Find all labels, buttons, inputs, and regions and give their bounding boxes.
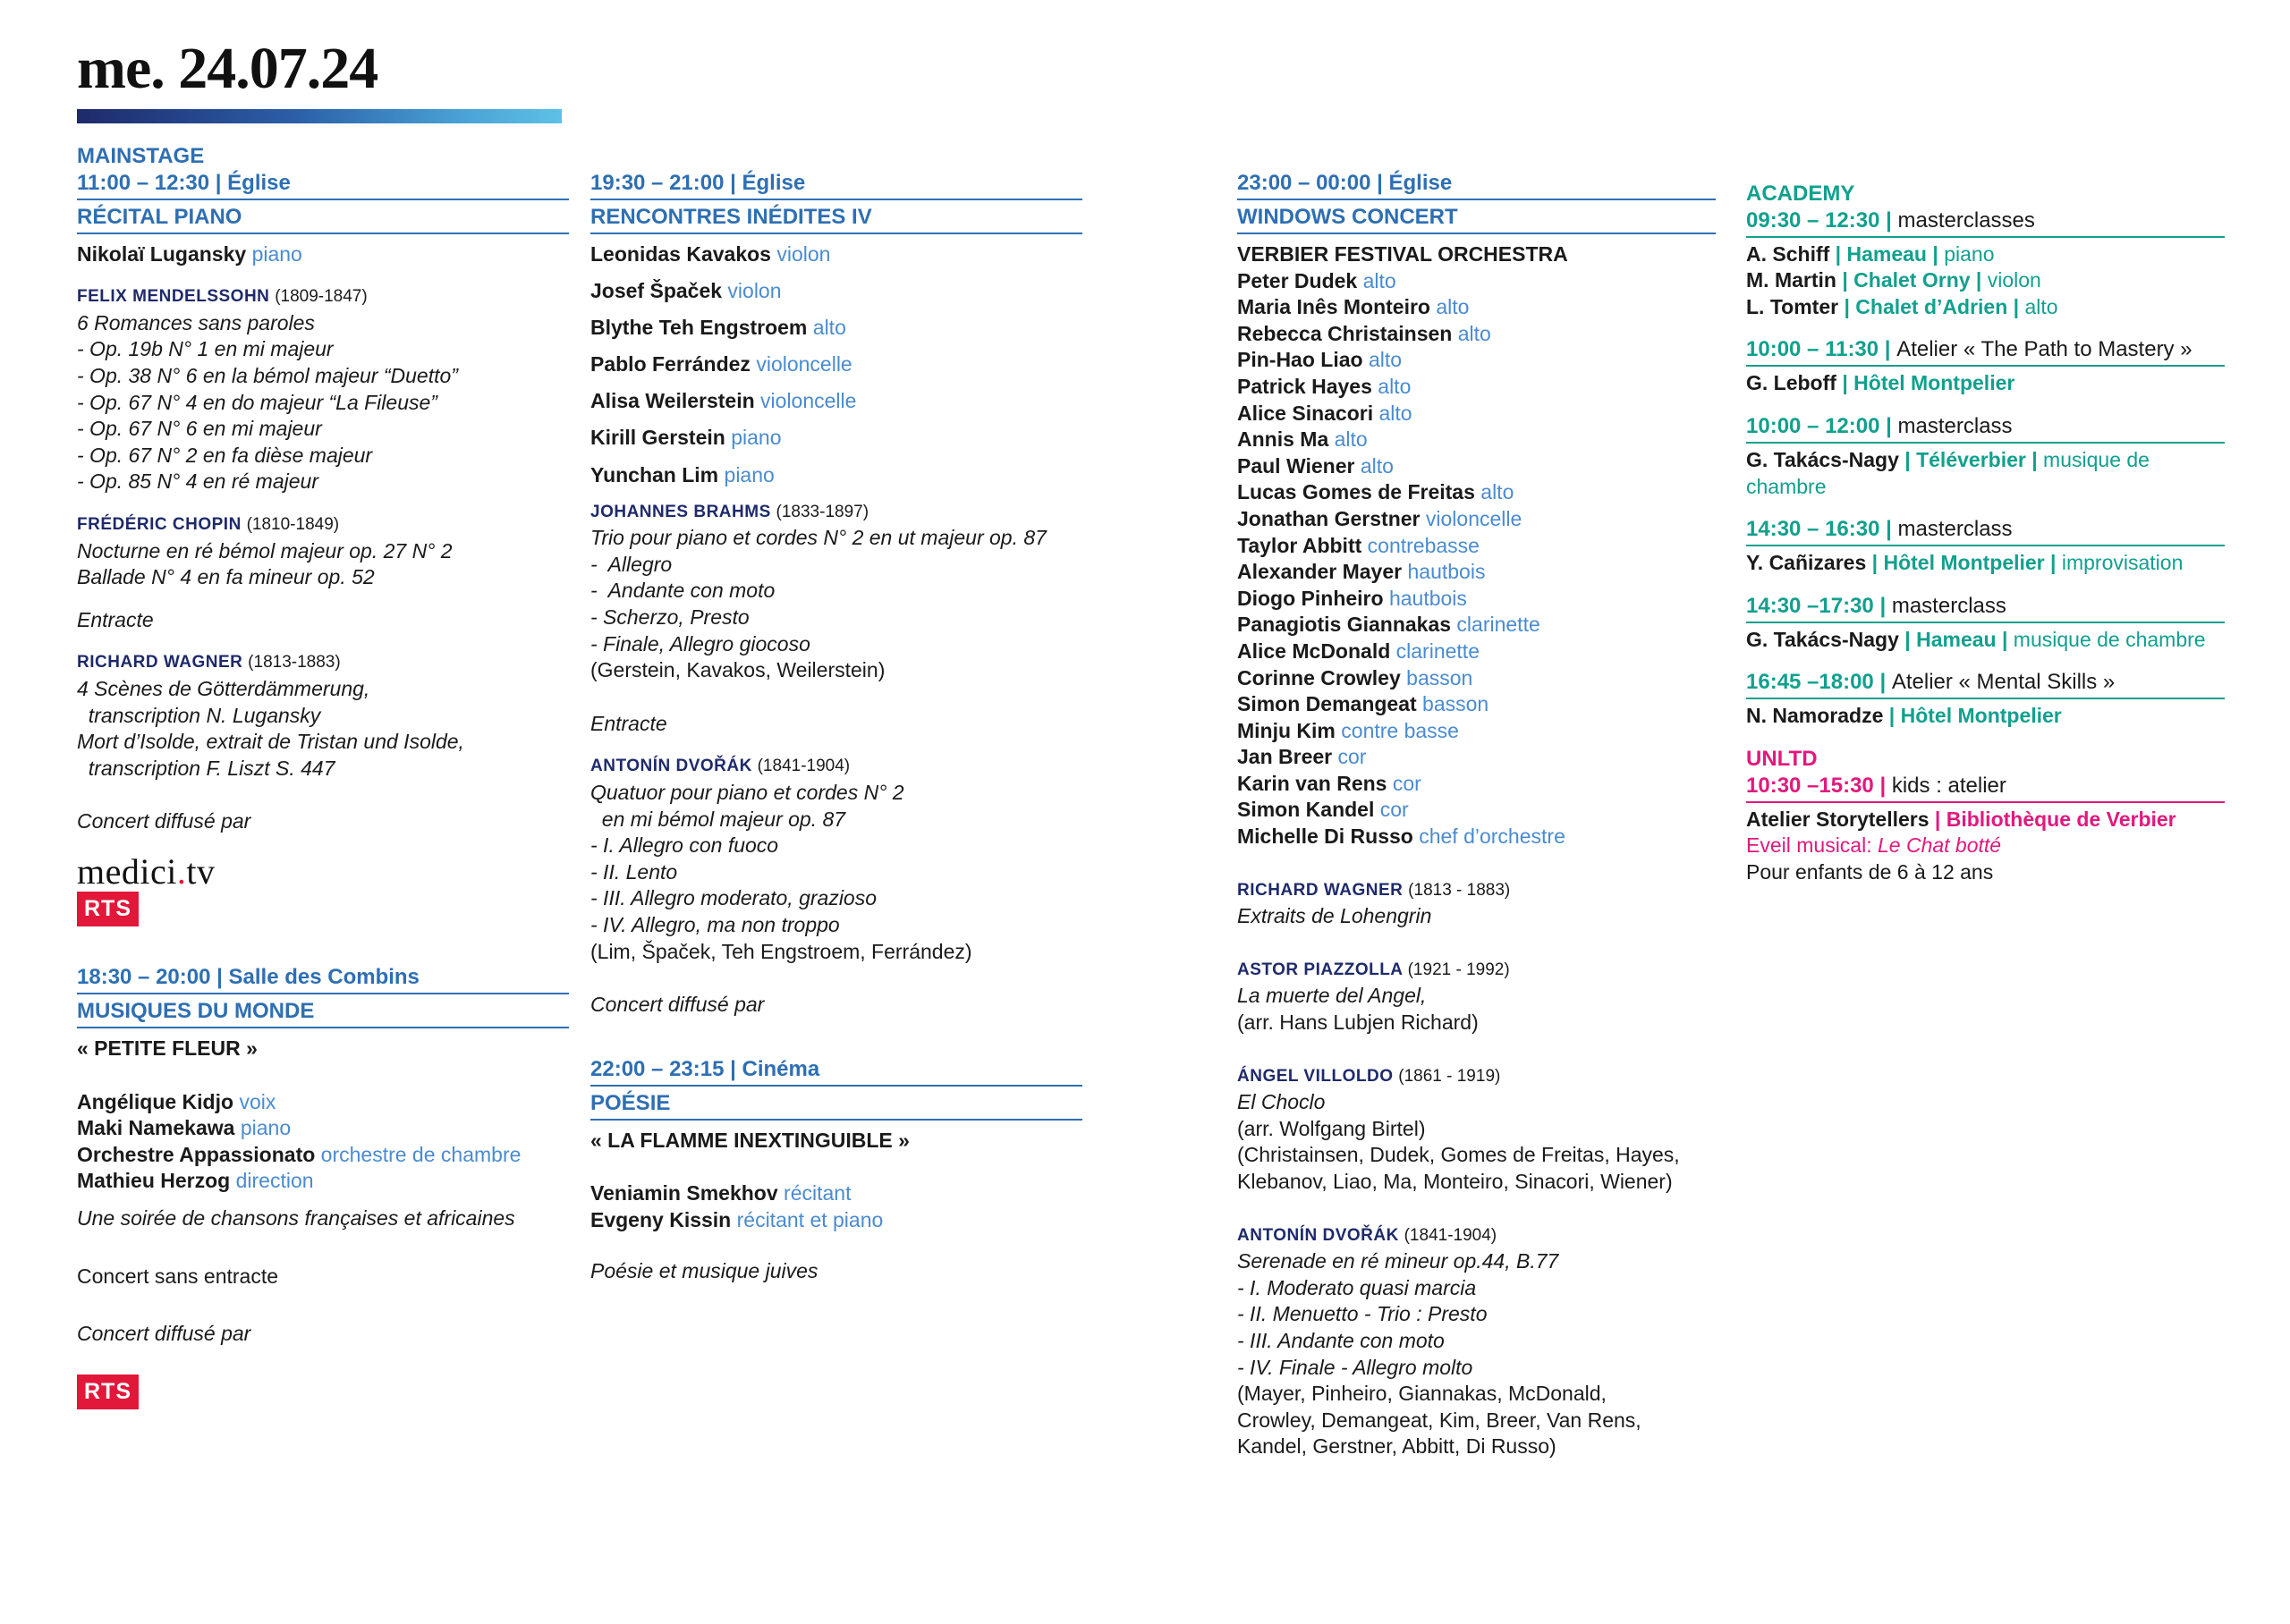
performer	[1237, 612, 1716, 639]
composer: RICHARD WAGNER (1813 - 1883)	[1237, 880, 1511, 900]
column-academy	[1746, 181, 2225, 885]
players	[1237, 1381, 1716, 1460]
academy-row	[1746, 550, 2225, 577]
work-line: - Finale, Allegro giocoso	[590, 631, 810, 656]
composer: RICHARD WAGNER (1813-1883)	[77, 653, 341, 672]
work-line: La muerte del Angel,	[1237, 984, 1427, 1008]
event-time: 10:30 –15:30 | kids : atelier	[1746, 773, 2225, 803]
time-range: 14:30 – 16:30 |	[1746, 517, 1892, 542]
academy-row	[1746, 703, 2225, 730]
performer-name: Michelle Di Russo	[1237, 825, 1413, 849]
event-title: WINDOWS CONCERT	[1237, 200, 1716, 234]
performer	[77, 1089, 569, 1116]
performer	[77, 1142, 569, 1169]
broadcast-note: Concert diffusé par	[77, 1322, 251, 1346]
performer-instrument: récitant	[784, 1180, 852, 1205]
work-list	[1237, 1248, 1716, 1381]
performer-name: Peter Dudek	[1237, 268, 1358, 292]
performer-instrument: cor	[1379, 798, 1409, 822]
performer	[1237, 453, 1716, 480]
performer	[1237, 797, 1716, 824]
time-range: 16:45 –18:00 |	[1746, 670, 1887, 695]
performer	[1237, 533, 1716, 560]
discipline: alto	[2024, 294, 2058, 318]
composer: FELIX MENDELSSOHN (1809-1847)	[77, 287, 368, 307]
performer-instrument: alto	[1480, 480, 1514, 504]
performer-name: Veniamin Smekhov	[590, 1180, 778, 1205]
performer-name: Lucas Gomes de Freitas	[1237, 480, 1475, 504]
academy-row	[1746, 627, 2225, 654]
performer-instrument: violon	[727, 279, 782, 303]
performer-name: Evgeny Kissin	[590, 1207, 732, 1231]
performer-name: Leonidas Kavakos	[590, 242, 771, 266]
venue: | Hameau |	[1904, 627, 2008, 651]
performer-name: Patrick Hayes	[1237, 374, 1372, 398]
performer-name: Paul Wiener	[1237, 453, 1355, 478]
discipline: improvisation	[2061, 551, 2184, 575]
performer-name: Alisa Weilerstein	[590, 389, 755, 413]
performer-name: Alexander Mayer	[1237, 560, 1403, 584]
venue: | Hameau |	[1835, 241, 1938, 266]
work-line: Extraits de Lohengrin	[1237, 904, 1432, 928]
entracte: Entracte	[590, 711, 667, 735]
players: (Gerstein, Kavakos, Weilerstein)	[590, 658, 886, 682]
performer-instrument: alto	[1334, 427, 1368, 452]
performer-instrument: cor	[1337, 745, 1367, 769]
teacher-name: G. Takács-Nagy	[1746, 447, 1899, 471]
performer-instrument: alto	[1378, 374, 1412, 398]
work-line: El Choclo	[1237, 1090, 1326, 1114]
work-line: (Christainsen, Dudek, Gomes de Freitas, Hayes,	[1237, 1143, 1680, 1167]
players: (Lim, Špaček, Teh Engstroem, Ferrández)	[590, 939, 972, 963]
event-subtitle: « LA FLAMME INEXTINGUIBLE »	[590, 1128, 910, 1152]
composer: ANTONÍN DVOŘÁK (1841-1904)	[1237, 1225, 1497, 1245]
academy-event	[1746, 593, 2225, 654]
work-line: Nocturne en ré bémol majeur op. 27 N° 2	[77, 538, 453, 562]
performer-instrument: piano	[240, 1116, 292, 1140]
academy-event	[1746, 669, 2225, 730]
performer	[77, 1115, 569, 1142]
performer	[1237, 718, 1716, 745]
unltd-label: UNLTD	[1746, 746, 1818, 771]
event-time	[1746, 593, 2225, 623]
event-time	[1746, 207, 2225, 238]
performer-instrument: récitant et piano	[736, 1207, 884, 1231]
medici-tv-logo: medici.tv	[77, 850, 216, 892]
performer	[77, 1168, 569, 1195]
work-line: Trio pour piano et cordes N° 2 en ut majeur op. 87	[590, 526, 1047, 550]
performer	[1237, 427, 1716, 453]
performer-instrument: alto	[1360, 453, 1394, 478]
event-title: RÉCITAL PIANO	[77, 200, 569, 234]
composer: FRÉDÉRIC CHOPIN (1810-1849)	[77, 514, 340, 534]
performer	[1237, 665, 1716, 692]
performer-instrument: chef d’orchestre	[1419, 825, 1565, 849]
work-line: en mi bémol majeur op. 87	[590, 807, 846, 831]
performer-name: Maria Inês Monteiro	[1237, 295, 1430, 319]
work-line: Kandel, Gerstner, Abbitt, Di Russo)	[1237, 1434, 1556, 1459]
performer	[1237, 771, 1716, 798]
rts-logo: RTS	[77, 1374, 139, 1409]
broadcast-note: Concert diffusé par	[590, 993, 765, 1017]
workshop-row: Atelier Storytellers | Bibliothèque de Verbier	[1746, 807, 2176, 831]
performer	[1237, 559, 1716, 586]
work-line: - Scherzo, Presto	[590, 605, 750, 630]
column-mainstage	[77, 143, 569, 1409]
work-line: Quatuor pour piano et cordes N° 2	[590, 781, 904, 804]
academy-event	[1746, 413, 2225, 500]
event-title: MUSIQUES DU MONDE	[77, 994, 569, 1028]
performer-name: Kirill Gerstein	[590, 426, 725, 450]
event-description: Une soirée de chansons françaises et africaines	[77, 1206, 515, 1231]
date-gradient-bar	[77, 109, 562, 123]
performer	[1237, 374, 1716, 401]
performer-name: Corinne Crowley	[1237, 665, 1401, 689]
performer	[1237, 744, 1716, 771]
page-date: me. 24.07.24	[77, 36, 378, 101]
performer: Nikolaï Lugansky piano	[77, 241, 302, 266]
workshop-detail: Eveil musical: Le Chat botté	[1746, 833, 2002, 858]
event-time: 18:30 – 20:00 | Salle des Combins	[77, 964, 569, 994]
event-time	[1746, 516, 2225, 546]
work-line: - IV. Finale - Allegro molto	[1237, 1355, 1473, 1379]
work-line: - Allegro	[590, 552, 673, 576]
performer	[1237, 347, 1716, 374]
event-description: Poésie et musique juives	[590, 1259, 818, 1283]
venue: | Téléverbier |	[1904, 447, 2038, 471]
event-type: masterclass	[1891, 593, 2006, 618]
work-line: - III. Andante con moto	[1237, 1328, 1445, 1352]
performer-instrument: orchestre de chambre	[320, 1142, 522, 1166]
composer: JOHANNES BRAHMS (1833-1897)	[590, 502, 869, 521]
performer-list	[77, 1089, 569, 1195]
academy-row	[1746, 241, 2225, 268]
performer-instrument: violoncelle	[1425, 506, 1522, 530]
work-line: - III. Allegro moderato, grazioso	[590, 886, 878, 910]
performer	[590, 1180, 1082, 1207]
work-line: transcription F. Liszt S. 447	[77, 756, 335, 780]
teacher-name: G. Leboff	[1746, 371, 1836, 395]
work-line: - Op. 85 N° 4 en ré majeur	[77, 469, 318, 494]
performer-name: Josef Špaček	[590, 279, 723, 303]
time-range: 10:00 – 11:30 |	[1746, 337, 1891, 362]
performer-list	[590, 1180, 1082, 1233]
discipline: musique de chambre	[1746, 447, 2150, 498]
work-line: - II. Lento	[590, 859, 678, 884]
performer-name: Alice McDonald	[1237, 639, 1391, 663]
work-line: - Andante con moto	[590, 579, 776, 603]
academy-row	[1746, 267, 2225, 294]
performer-instrument: clarinette	[1395, 639, 1480, 663]
performer-instrument: piano	[724, 462, 775, 486]
time-range: 09:30 – 12:30 |	[1746, 207, 1892, 233]
performer	[1237, 639, 1716, 665]
event-type: masterclass	[1897, 517, 2013, 542]
event-title: RENCONTRES INÉDITES IV	[590, 200, 1082, 234]
performer-name: Angélique Kidjo	[77, 1089, 234, 1113]
event-type: masterclasses	[1897, 207, 2035, 233]
performer-name: Jan Breer	[1237, 745, 1333, 769]
performer-name: Diogo Pinheiro	[1237, 586, 1384, 610]
teacher-name: N. Namoradze	[1746, 704, 1884, 728]
performer-instrument: violoncelle	[756, 352, 852, 376]
performer-name: Blythe Teh Engstroem	[590, 316, 808, 340]
venue: | Hôtel Montpelier	[1888, 704, 2062, 728]
work-line: - Op. 19b N° 1 en mi majeur	[77, 337, 334, 361]
performer-name: Jonathan Gerstner	[1237, 506, 1421, 530]
work-list	[77, 538, 569, 591]
performer-instrument: clarinette	[1456, 613, 1540, 637]
performer-name: Rebecca Christainsen	[1237, 321, 1453, 345]
performer-instrument: hautbois	[1407, 560, 1486, 584]
discipline: musique de chambre	[2013, 627, 2206, 651]
workshop-audience: Pour enfants de 6 à 12 ans	[1746, 859, 1994, 884]
performer-instrument: voix	[239, 1089, 276, 1113]
teacher-name: G. Takács-Nagy	[1746, 627, 1899, 651]
performer-instrument: contrebasse	[1367, 533, 1480, 557]
performer	[590, 425, 1082, 452]
event-time: 19:30 – 21:00 | Église	[590, 170, 1082, 200]
composer: ÁNGEL VILLOLDO (1861 - 1919)	[1237, 1066, 1501, 1086]
work-line: - Op. 67 N° 2 en fa dièse majeur	[77, 443, 373, 467]
unltd-section	[1746, 746, 2225, 885]
work-list	[590, 780, 1082, 939]
stage-label: MAINSTAGE	[77, 144, 205, 168]
composer: ASTOR PIAZZOLLA (1921 - 1992)	[1237, 960, 1510, 979]
performer	[590, 278, 1082, 305]
performer-instrument: cor	[1392, 771, 1421, 795]
performer	[590, 351, 1082, 378]
work-line: Crowley, Demangeat, Kim, Breer, Van Rens,	[1237, 1408, 1641, 1432]
teacher-name: A. Schiff	[1746, 241, 1830, 266]
performer	[1237, 479, 1716, 506]
work-line: 4 Scènes de Götterdämmerung,	[77, 676, 370, 700]
discipline: piano	[1944, 241, 1995, 266]
academy-row	[1746, 370, 2225, 397]
event-time: 11:00 – 12:30 | Église	[77, 170, 569, 200]
work-line: Ballade N° 4 en fa mineur op. 52	[77, 565, 375, 589]
performer	[1237, 586, 1716, 613]
performer	[590, 241, 1082, 268]
work-line: - IV. Allegro, ma non troppo	[590, 912, 840, 936]
academy-row	[1746, 447, 2225, 500]
column-windows-concert	[1237, 170, 1716, 1460]
performer-instrument: contre basse	[1341, 718, 1459, 742]
venue: | Hôtel Montpelier |	[1871, 551, 2057, 575]
performer-name: Pablo Ferrández	[590, 352, 751, 376]
teacher-name: Y. Cañizares	[1746, 551, 1867, 575]
work-list	[1237, 1089, 1716, 1116]
performer-instrument: alto	[1368, 348, 1403, 372]
performer-instrument: direction	[235, 1169, 314, 1193]
performer-name: Mathieu Herzog	[77, 1169, 231, 1193]
event-subtitle: « PETITE FLEUR »	[77, 1036, 258, 1061]
arrangement: (arr. Hans Lubjen Richard)	[1237, 1011, 1479, 1035]
teacher-name: M. Martin	[1746, 268, 1836, 292]
performer-instrument: violoncelle	[760, 389, 857, 413]
event-time	[1746, 336, 2225, 367]
performer-list	[590, 241, 1082, 488]
event-time: 23:00 – 00:00 | Église	[1237, 170, 1716, 200]
performer-name: Annis Ma	[1237, 427, 1329, 452]
performer	[1237, 691, 1716, 718]
performer	[590, 462, 1082, 489]
work-line: Klebanov, Liao, Ma, Monteiro, Sinacori, Wiener)	[1237, 1170, 1673, 1193]
work-line: - I. Moderato quasi marcia	[1237, 1275, 1477, 1299]
performer	[1237, 401, 1716, 427]
performer-instrument: basson	[1406, 665, 1473, 689]
performer-name: Simon Demangeat	[1237, 692, 1417, 716]
performer	[590, 315, 1082, 342]
venue: | Hôtel Montpelier	[1842, 371, 2015, 395]
work-line: - Op. 67 N° 6 en mi majeur	[77, 417, 322, 441]
event-time: 22:00 – 23:15 | Cinéma	[590, 1056, 1082, 1087]
work-line: (arr. Wolfgang Birtel)	[1237, 1116, 1426, 1140]
performer-name: Maki Namekawa	[77, 1116, 235, 1140]
work-list	[77, 676, 569, 782]
performer-instrument: violon	[776, 242, 831, 266]
work-line: 6 Romances sans paroles	[77, 310, 315, 334]
ensemble-name: VERBIER FESTIVAL ORCHESTRA	[1237, 242, 1568, 266]
performer-name: Minju Kim	[1237, 718, 1336, 742]
performer-name: Yunchan Lim	[590, 462, 719, 486]
event-time	[1746, 413, 2225, 444]
work-line: - Op. 67 N° 4 en do majeur “La Fileuse”	[77, 390, 437, 414]
time-range: 10:00 – 12:00 |	[1746, 413, 1892, 438]
work-line: Serenade en ré mineur op.44, B.77	[1237, 1249, 1559, 1273]
performer	[1237, 824, 1716, 850]
event-note: Concert sans entracte	[77, 1264, 279, 1288]
work-line: - II. Menuetto - Trio : Presto	[1237, 1302, 1488, 1326]
performer-instrument: piano	[731, 426, 782, 450]
discipline: violon	[1987, 268, 2041, 292]
venue: | Chalet Orny |	[1842, 268, 1982, 292]
performer-name: Panagiotis Giannakas	[1237, 613, 1452, 637]
performer	[1237, 321, 1716, 348]
academy-label: ACADEMY	[1746, 182, 1855, 206]
performer	[590, 388, 1082, 415]
work-list	[590, 525, 1082, 657]
performer	[1237, 268, 1716, 295]
work-list	[1237, 903, 1716, 930]
performer-instrument: hautbois	[1388, 586, 1467, 610]
broadcast-note: Concert diffusé par	[77, 809, 251, 833]
academy-row	[1746, 294, 2225, 321]
performer-instrument: alto	[1362, 268, 1396, 292]
event-title: POÉSIE	[590, 1087, 1082, 1121]
work-list	[77, 310, 569, 495]
work-line: - I. Allegro con fuoco	[590, 833, 779, 858]
event-type: Atelier « The Path to Mastery »	[1896, 337, 2192, 362]
composer: ANTONÍN DVOŘÁK (1841-1904)	[590, 757, 851, 776]
performer-name: Orchestre Appassionato	[77, 1142, 316, 1166]
performer-instrument: alto	[1457, 321, 1491, 345]
performer-name: Alice Sinacori	[1237, 401, 1374, 425]
event-time	[1746, 669, 2225, 699]
performer-instrument: alto	[1436, 295, 1470, 319]
academy-event	[1746, 207, 2225, 321]
academy-event	[1746, 516, 2225, 577]
work-line: - Op. 38 N° 6 en la bémol majeur “Duetto”	[77, 363, 458, 387]
performer	[590, 1207, 1082, 1234]
performer-instrument: alto	[1378, 401, 1412, 425]
performer-instrument: basson	[1422, 692, 1489, 716]
event-type: Atelier « Mental Skills »	[1891, 670, 2116, 695]
work-line: (Mayer, Pinheiro, Giannakas, McDonald,	[1237, 1382, 1607, 1406]
time-range: 14:30 –17:30 |	[1746, 593, 1887, 618]
rts-logo: RTS	[77, 892, 139, 926]
teacher-name: L. Tomter	[1746, 294, 1839, 318]
performer-list	[1237, 268, 1716, 850]
work-line: Mort d’Isolde, extrait de Tristan und Isolde,	[77, 730, 464, 754]
players	[1237, 1116, 1716, 1196]
work-list	[1237, 983, 1716, 1010]
venue: | Chalet d’Adrien |	[1844, 294, 2020, 318]
performer	[1237, 506, 1716, 533]
performer-name: Simon Kandel	[1237, 798, 1375, 822]
academy-event	[1746, 336, 2225, 397]
entracte: Entracte	[77, 607, 154, 631]
performer-name: Pin-Hao Liao	[1237, 348, 1363, 372]
performer-instrument: alto	[812, 316, 846, 340]
column-eglise-evening	[590, 170, 1082, 1285]
work-line: transcription N. Lugansky	[77, 703, 321, 727]
performer-name: Taylor Abbitt	[1237, 533, 1362, 557]
event-type: masterclass	[1897, 413, 2013, 438]
performer-name: Karin van Rens	[1237, 771, 1387, 795]
performer	[1237, 294, 1716, 321]
